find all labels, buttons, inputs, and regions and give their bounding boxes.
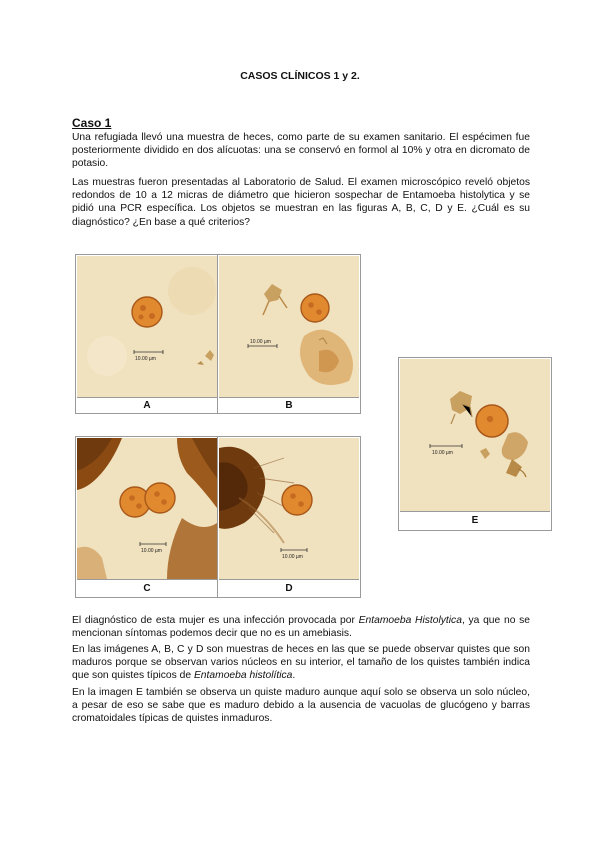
case-heading: Caso 1 [72, 116, 112, 130]
scale-label-b: 10.00 µm [250, 339, 271, 345]
micrograph-e [400, 359, 550, 511]
figure-label-d: D [219, 579, 359, 597]
micrograph-a [77, 256, 217, 397]
figure-label-b: B [219, 397, 359, 413]
scale-label-e: 10.00 µm [432, 450, 453, 456]
answer-paragraph-2 [72, 643, 530, 683]
figure-e [398, 357, 552, 531]
figure-label-e: E [400, 511, 550, 530]
micrograph-b [219, 256, 359, 397]
case-paragraph-2: Las muestras fueron presentadas al Laboratorio de Salud. El examen microscópico reveló objetos redondos de 10 a 12 micras de diámetro que hicieron sospechar de Entamoeba histolytica y se pidió una PCR específica. Los objetos se muestran en las figuras A, B, C, D y E. ¿Cuál es su diagnóstico? ¿En base a qué criterios? [72, 177, 530, 228]
answer-1-text-start: El diagnóstico de esta mujer es una infección provocada por [72, 615, 359, 626]
figure-c [75, 436, 219, 598]
species-name: Entamoeba histolítica [193, 670, 293, 682]
figure-b [217, 254, 361, 414]
page-title: CASOS CLÍNICOS 1 y 2. [240, 70, 360, 82]
micrograph-c [77, 438, 217, 579]
figure-d [217, 436, 361, 598]
scale-label-c: 10.00 µm [141, 548, 162, 554]
answer-2-text-start: En las imágenes A, B, C y D son muestras de heces en las que se puede observar quistes que son maduros porque se observan varios núcleos en su interior, el tamaño de los quistes también indica que son quistes típicos de [72, 644, 530, 682]
figure-label-c: C [77, 579, 217, 597]
scale-label-d: 10.00 µm [282, 554, 303, 560]
figure-a [75, 254, 219, 414]
answer-2-text-end: . [292, 670, 296, 682]
case-paragraph-1: Una refugiada llevó una muestra de heces, como parte de su examen sanitario. El espécimen fue posteriormente dividido en dos alícuotas: una se conservó en formol al 10% y otra en dicromato de potasio. [72, 132, 530, 170]
figure-label-a: A [77, 397, 217, 413]
answer-paragraph-3: En la imagen E también se observa un quiste maduro aunque aquí solo se observa un solo núcleo, a pesar de eso se sabe que es maduro debido a la ausencia de vacuolas de glucógeno y barras cromatoidales típicas de quistes inmaduros. [72, 687, 530, 725]
scale-label-a: 10.00 µm [135, 356, 156, 362]
species-name: Entamoeba Histolytica [358, 615, 462, 626]
micrograph-d [219, 438, 359, 579]
answer-1-text-end: , ya que no se mencionan síntomas podemos decir que no es un amebiasis. [72, 615, 531, 640]
answer-paragraph-1 [72, 614, 530, 640]
